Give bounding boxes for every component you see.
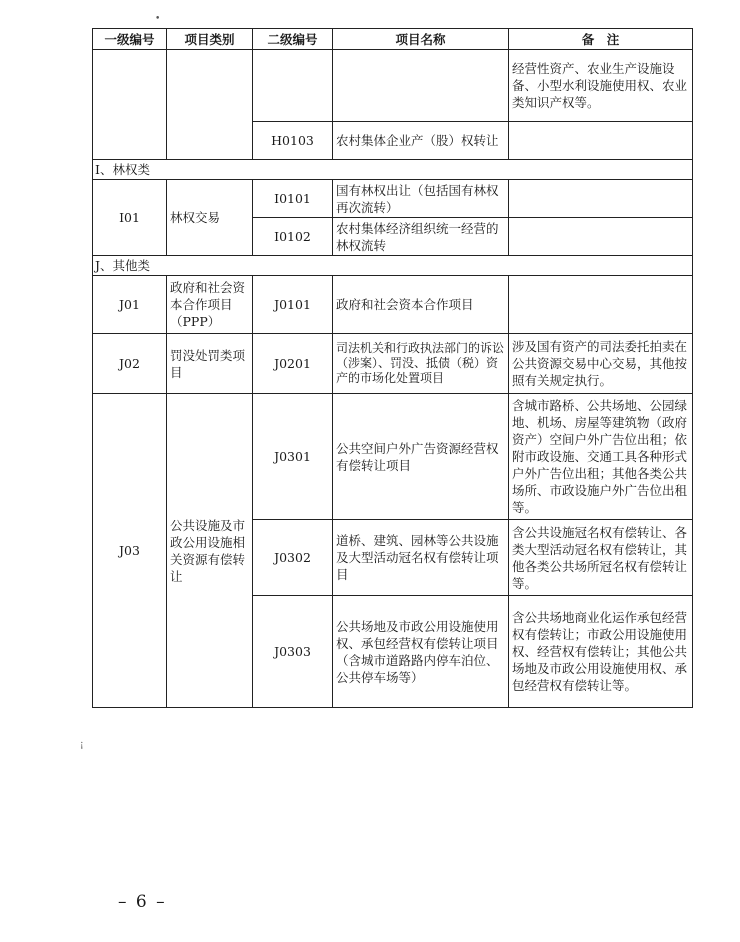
table-row xyxy=(93,394,693,520)
cell-project-name: 农村集体经济组织统一经营的林权流转 xyxy=(333,218,509,256)
table-row xyxy=(93,180,693,218)
cell-empty xyxy=(333,50,509,122)
cell-level1-code: J02 xyxy=(93,334,167,394)
header-level2-code: 二级编号 xyxy=(253,29,333,50)
cell-empty xyxy=(253,50,333,122)
header-category: 项目类别 xyxy=(167,29,253,50)
table-row xyxy=(93,50,693,122)
cell-remark xyxy=(509,122,693,160)
cell-category: 罚没处罚类项目 xyxy=(167,334,253,394)
cell-project-name: 公共空间户外广告资源经营权有偿转让项目 xyxy=(333,394,509,520)
cell-level2-code: J0201 xyxy=(253,334,333,394)
table-row xyxy=(93,276,693,334)
cell-category: 公共设施及市政公用设施相关资源有偿转让 xyxy=(167,394,253,708)
header-level1-code: 一级编号 xyxy=(93,29,167,50)
cell-remark xyxy=(509,218,693,256)
cell-level1-code: I01 xyxy=(93,180,167,256)
cell-remark: 含城市路桥、公共场地、公园绿地、机场、房屋等建筑物（政府资产）空间户外广告位出租；依附市政设施、交通工具各种形式户外广告位出租；其他各类公共场所、市政设施户外广告位出租等。 xyxy=(509,394,693,520)
cell-level1-code: J03 xyxy=(93,394,167,708)
cell-level2-code: J0303 xyxy=(253,596,333,708)
cell-remark: 含公共设施冠名权有偿转让、各类大型活动冠名权有偿转让，其他各类公共场所冠名权有偿转让等。 xyxy=(509,520,693,596)
cell-project-name: 司法机关和行政执法部门的诉讼（涉案）、罚没、抵债（税）资产的市场化处置项目 xyxy=(333,334,509,394)
cell-level2-code: I0101 xyxy=(253,180,333,218)
cell-category: 林权交易 xyxy=(167,180,253,256)
cell-project-name: 农村集体企业产（股）权转让 xyxy=(333,122,509,160)
section-title: J、其他类 xyxy=(93,256,693,276)
header-project-name: 项目名称 xyxy=(333,29,509,50)
cell-level2-code: J0301 xyxy=(253,394,333,520)
cell-project-name: 政府和社会资本合作项目 xyxy=(333,276,509,334)
section-row xyxy=(93,160,693,180)
cell-category: 政府和社会资本合作项目（PPP） xyxy=(167,276,253,334)
cell-level2-code: J0101 xyxy=(253,276,333,334)
cell-level1-code: J01 xyxy=(93,276,167,334)
header-remark: 备 注 xyxy=(509,29,693,50)
cell-remark xyxy=(509,180,693,218)
cell-level2-code: J0302 xyxy=(253,520,333,596)
cell-remark: 含公共场地商业化运作承包经营权有偿转让；市政公用设施使用权、经营权有偿转让；其他公共场地及市政公用设施使用权、承包经营权有偿转让等。 xyxy=(509,596,693,708)
cell-remark: 涉及国有资产的司法委托拍卖在公共资源交易中心交易，其他按照有关规定执行。 xyxy=(509,334,693,394)
cell-empty xyxy=(167,50,253,160)
table-row xyxy=(93,334,693,394)
cell-level2-code: H0103 xyxy=(253,122,333,160)
scan-speck: • xyxy=(155,14,161,24)
section-title: I、林权类 xyxy=(93,160,693,180)
table-header-row xyxy=(93,29,693,50)
cell-level2-code: I0102 xyxy=(253,218,333,256)
page-number: – 6 – xyxy=(118,892,167,912)
cell-project-name: 公共场地及市政公用设施使用权、承包经营权有偿转让项目（含城市道路路内停车泊位、公共停车场等） xyxy=(333,596,509,708)
cell-project-name: 国有林权出让（包括国有林权再次流转） xyxy=(333,180,509,218)
project-table xyxy=(92,28,693,708)
section-row xyxy=(93,256,693,276)
cell-remark: 经营性资产、农业生产设施设备、小型水利设施使用权、农业类知识产权等。 xyxy=(509,50,693,122)
scan-speck: ¡ xyxy=(80,740,84,750)
cell-empty xyxy=(93,50,167,160)
cell-project-name: 道桥、建筑、园林等公共设施及大型活动冠名权有偿转让项目 xyxy=(333,520,509,596)
cell-remark xyxy=(509,276,693,334)
